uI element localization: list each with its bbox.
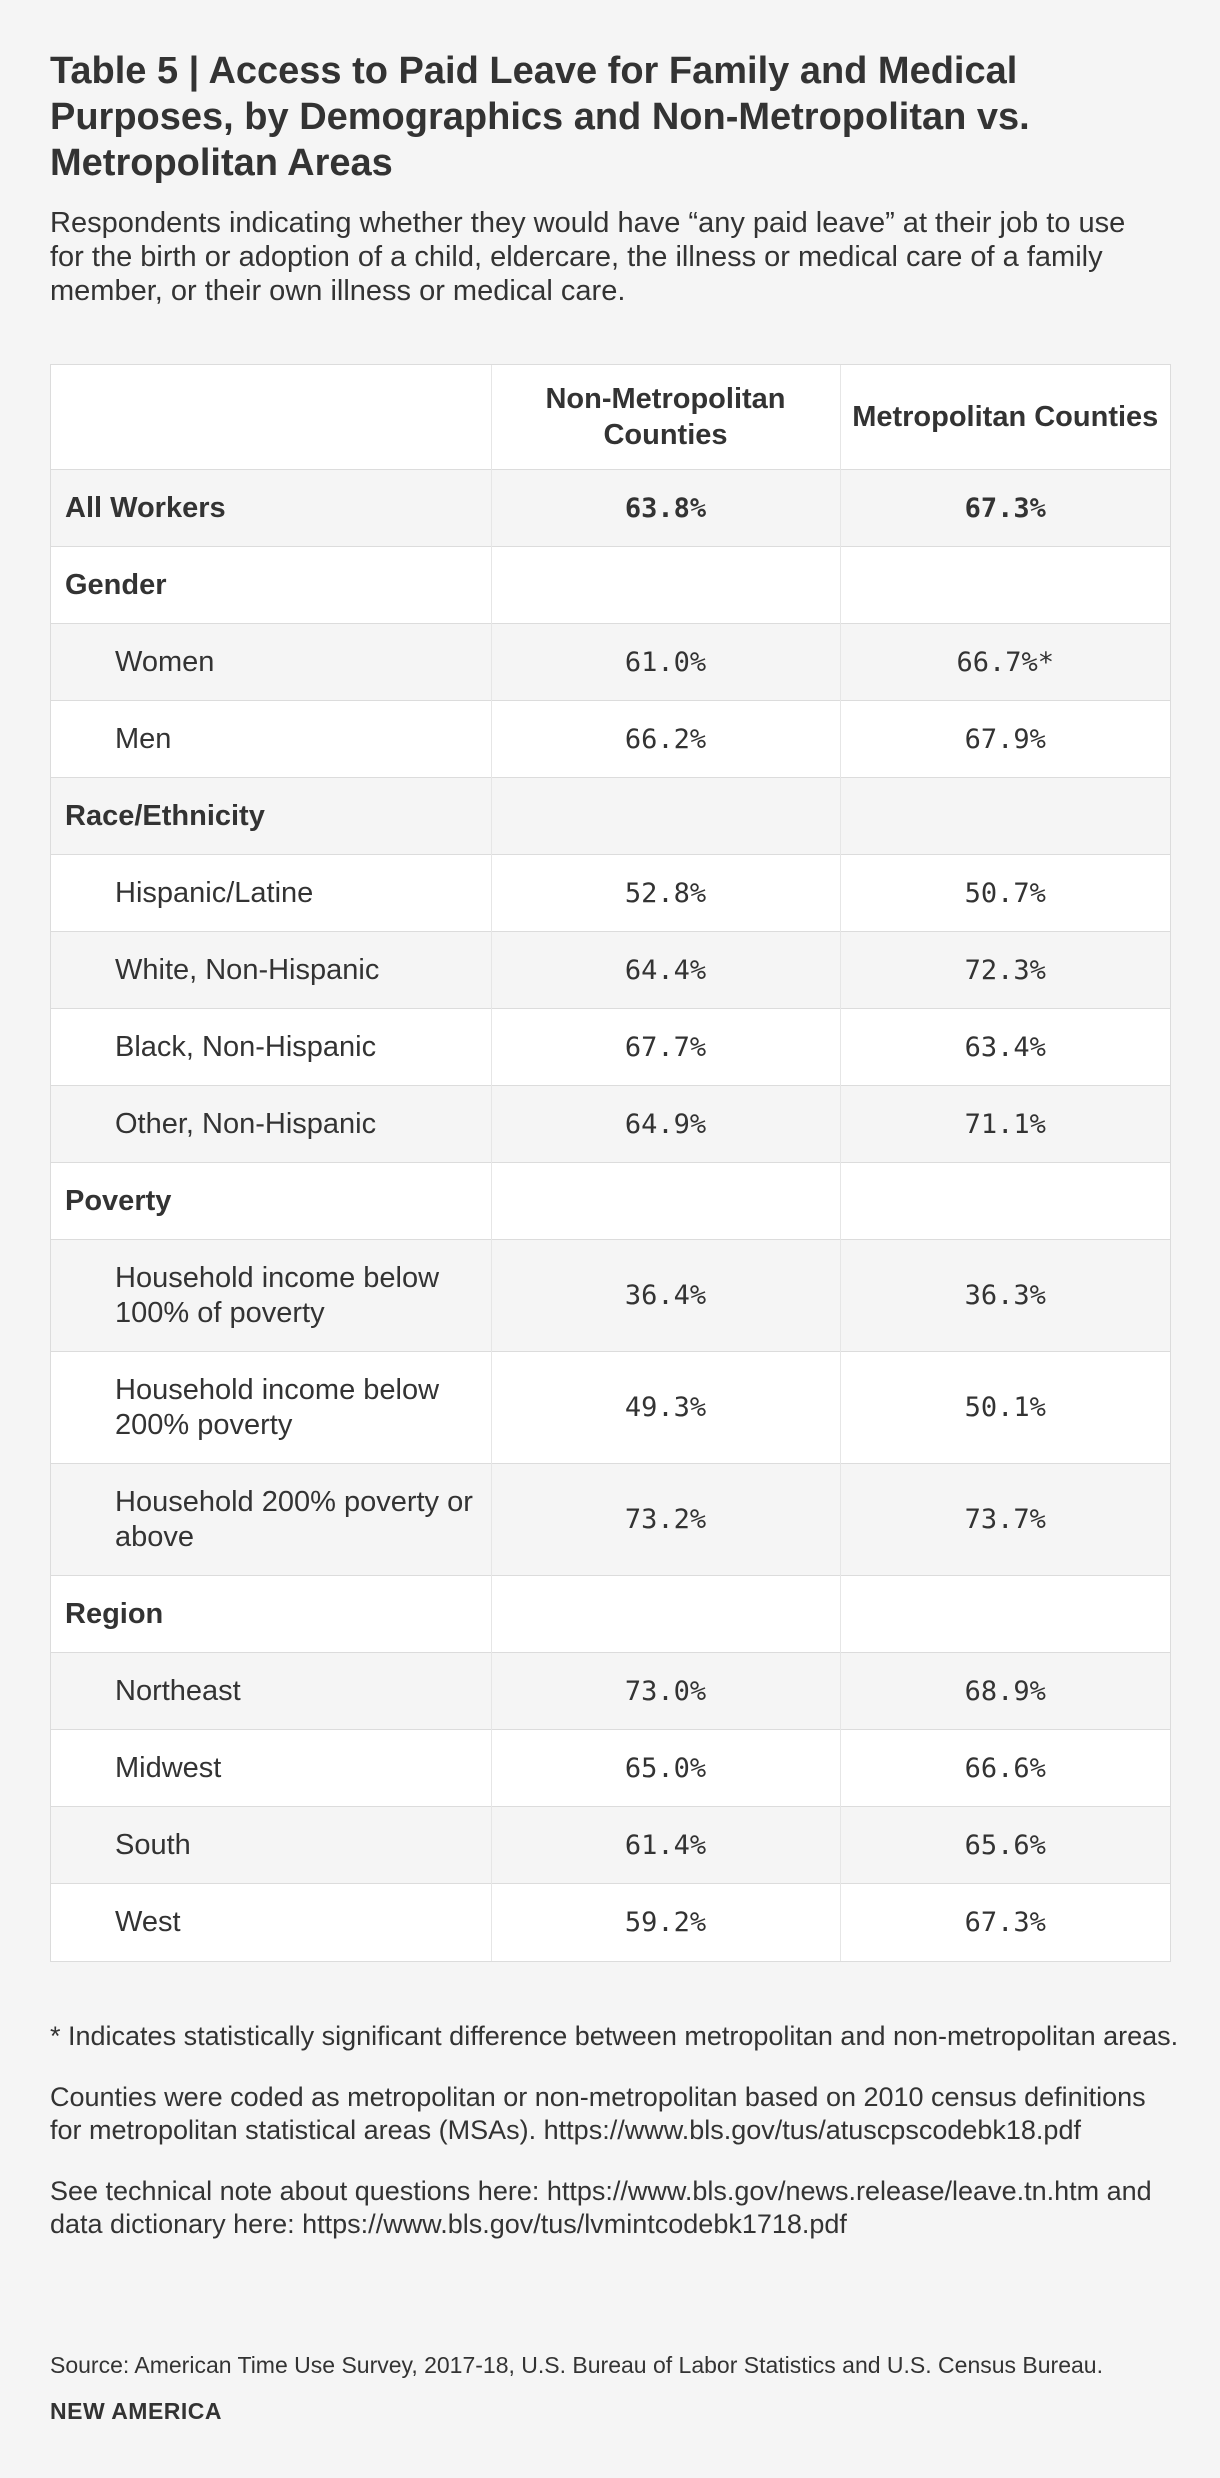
table-row	[51, 1653, 1170, 1730]
header-nonmetro: Non-Metropolitan Counties	[491, 365, 840, 470]
nonmetro-value: 36.4%	[491, 1240, 840, 1352]
nonmetro-value: 59.2%	[491, 1884, 840, 1961]
source-line: Source: American Time Use Survey, 2017-18, U.S. Bureau of Labor Statistics and U.S. Census Bureau.	[50, 2352, 1103, 2378]
nonmetro-value: 73.0%	[491, 1653, 840, 1730]
nonmetro-value: 64.9%	[491, 1086, 840, 1163]
page-title: Table 5 | Access to Paid Leave for Family and Medical Purposes, by Demographics and Non-Metropolitan vs. Metropolitan Areas	[50, 50, 1030, 184]
nonmetro-value: 61.0%	[491, 624, 840, 701]
metro-value: 66.7%*	[840, 624, 1170, 701]
metro-value: 73.7%	[840, 1464, 1170, 1576]
metro-value: 63.4%	[840, 1009, 1170, 1086]
table-row	[51, 1807, 1170, 1884]
section-row-race	[51, 778, 1170, 855]
nonmetro-value: 63.8%	[491, 470, 840, 547]
metro-value: 66.6%	[840, 1730, 1170, 1807]
page-subtitle: Respondents indicating whether they would have “any paid leave” at their job to use for the birth or adoption of a child, eldercare, the illness or medical care of a family member, or their own illness or medical care.	[50, 207, 1126, 307]
header-metro: Metropolitan Counties	[840, 365, 1170, 470]
row-label: Men	[51, 701, 491, 778]
nonmetro-value: 61.4%	[491, 1807, 840, 1884]
header-empty	[51, 365, 491, 470]
metro-value: 50.7%	[840, 855, 1170, 932]
nonmetro-value: 49.3%	[491, 1352, 840, 1464]
table-row	[51, 1009, 1170, 1086]
row-label: All Workers	[51, 470, 491, 547]
section-row-gender	[51, 547, 1170, 624]
row-label: Household income below 200% poverty	[51, 1352, 491, 1464]
table-row	[51, 932, 1170, 1009]
metro-value: 50.1%	[840, 1352, 1170, 1464]
row-label: South	[51, 1807, 491, 1884]
metro-value: 67.9%	[840, 701, 1170, 778]
table-header-row	[51, 365, 1170, 470]
metro-value: 72.3%	[840, 932, 1170, 1009]
brand-logo-text: NEW AMERICA	[50, 2398, 223, 2424]
row-label: Women	[51, 624, 491, 701]
table-row-all-workers	[51, 470, 1170, 547]
nonmetro-value: 67.7%	[491, 1009, 840, 1086]
metro-value: 68.9%	[840, 1653, 1170, 1730]
table-row	[51, 1730, 1170, 1807]
section-label: Poverty	[51, 1163, 491, 1240]
metro-value: 67.3%	[840, 470, 1170, 547]
table-row	[51, 624, 1170, 701]
metro-value: 67.3%	[840, 1884, 1170, 1961]
row-label: Northeast	[51, 1653, 491, 1730]
footnote-county-coding: Counties were coded as metropolitan or non-metropolitan based on 2010 census definitions for metropolitan statistical areas (MSAs). https://www.bls.gov/tus/atuscpscodebk18.pdf	[50, 2082, 1146, 2145]
nonmetro-value: 65.0%	[491, 1730, 840, 1807]
section-label: Gender	[51, 547, 491, 624]
row-label: Household 200% poverty or above	[51, 1464, 491, 1576]
section-label: Region	[51, 1576, 491, 1653]
metro-value: 71.1%	[840, 1086, 1170, 1163]
data-table	[50, 364, 1171, 1962]
table-row	[51, 1352, 1170, 1464]
row-label: White, Non-Hispanic	[51, 932, 491, 1009]
table-row	[51, 1086, 1170, 1163]
nonmetro-value: 64.4%	[491, 932, 840, 1009]
section-label: Race/Ethnicity	[51, 778, 491, 855]
table-row	[51, 701, 1170, 778]
footnotes	[50, 2020, 1180, 2269]
row-label: Other, Non-Hispanic	[51, 1086, 491, 1163]
metro-value: 36.3%	[840, 1240, 1170, 1352]
footnote-technical-note: See technical note about questions here: https://www.bls.gov/news.release/leave.tn.htm and data dictionary here: https://www.bls.gov/tus/lvmintcodebk1718.pdf	[50, 2176, 1152, 2239]
table-row	[51, 1884, 1170, 1961]
nonmetro-value: 73.2%	[491, 1464, 840, 1576]
row-label: Midwest	[51, 1730, 491, 1807]
footnote-significance: * Indicates statistically significant difference between metropolitan and non-metropolitan areas.	[50, 2021, 1179, 2051]
row-label: Household income below 100% of poverty	[51, 1240, 491, 1352]
nonmetro-value: 52.8%	[491, 855, 840, 932]
section-row-region	[51, 1576, 1170, 1653]
row-label: Hispanic/Latine	[51, 855, 491, 932]
table-row	[51, 1464, 1170, 1576]
nonmetro-value: 66.2%	[491, 701, 840, 778]
row-label: West	[51, 1884, 491, 1961]
table-row	[51, 1240, 1170, 1352]
row-label: Black, Non-Hispanic	[51, 1009, 491, 1086]
section-row-poverty	[51, 1163, 1170, 1240]
metro-value: 65.6%	[840, 1807, 1170, 1884]
table-row	[51, 855, 1170, 932]
